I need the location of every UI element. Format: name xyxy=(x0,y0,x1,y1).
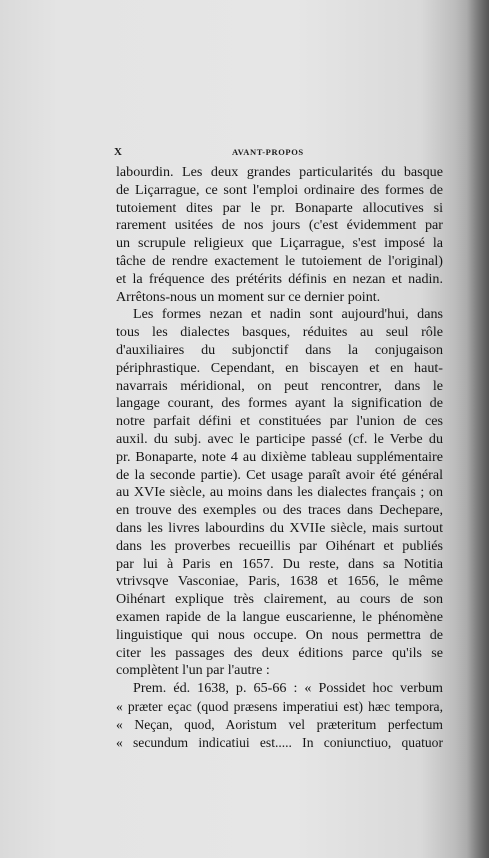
text-line: citer les passages des deux éditions parce qu'ils se xyxy=(116,644,443,661)
text-line: dans les livres labourdins du XVIIe siècle, mais surtout xyxy=(116,519,443,536)
text-line: « secundum indicatiui est..... In coniunctiuo, quatuor xyxy=(116,734,443,750)
text-line: un scrupule religieux que Liçarrague, s'est imposé la xyxy=(116,235,443,252)
text-line: « præter eçac (quod præsens imperatiui est) hæc tempora, xyxy=(116,698,443,714)
text-line: d'auxiliaires du subjonctif dans la conjugaison xyxy=(116,341,443,358)
text-line: auxil. du subj. avec le participe passé (cf. le Verbe du xyxy=(116,430,443,447)
text-line: vtrivsqve Vasconiae, Paris, 1638 et 1656, le même xyxy=(116,573,443,590)
page-gutter-shadow xyxy=(467,0,489,858)
text-line: tutoiement dites par le pr. Bonaparte allocutives si xyxy=(116,199,443,216)
text-line: périphrastique. Cependant, en biscayen et en haut- xyxy=(116,359,443,376)
page-number: X xyxy=(114,146,122,158)
text-line: tous les dialectes basques, réduites au seul rôle xyxy=(116,324,443,341)
text-line: linguistique qui nous occupe. On nous permettra de xyxy=(116,626,443,643)
text-line: de la seconde partie). Cet usage paraît avoir été général xyxy=(116,466,443,483)
text-line: Arrêtons-nous un moment sur ce dernier point. xyxy=(116,288,381,305)
text-line: rarement usitées de nos jours (c'est évidemment par xyxy=(116,217,443,234)
text-line: langage courant, des formes ayant la signification de xyxy=(116,395,443,412)
text-line: navarrais méridional, on peut rencontrer, dans le xyxy=(116,377,443,394)
running-title: AVANT-PROPOS xyxy=(232,147,304,157)
text-line: labourdin. Les deux grandes particularités du basque xyxy=(116,164,443,180)
page-header xyxy=(114,146,444,162)
text-line: en trouve des exemples ou des traces dans Dechepare, xyxy=(116,502,443,519)
text-line: Prem. éd. 1638, p. 65-66 : « Possidet hoc verbum xyxy=(133,680,443,697)
text-line: examen rapide de la langue euscarienne, le phénomène xyxy=(116,608,443,625)
text-line: au XVIe siècle, au moins dans les dialectes français ; on xyxy=(116,484,443,501)
text-line: notre parfait défini et constituées par l'union de ces xyxy=(116,413,443,430)
text-line: et la fréquence des prétérits définis en nezan et nadin. xyxy=(116,270,443,287)
text-line: dans les proverbes recueillis par Oihénart et publiés xyxy=(116,537,443,554)
text-line: par lui à Paris en 1657. Du reste, dans sa Notitia xyxy=(116,555,443,572)
text-line: Les formes nezan et nadin sont aujourd'hui, dans xyxy=(133,306,443,323)
text-line: tâche de rendre exactement le tutoiement de l'original) xyxy=(116,252,443,269)
text-line: complètent l'un par l'autre : xyxy=(116,662,270,679)
text-line: Oihénart explique très clairement, au cours de son xyxy=(116,591,443,608)
body-text xyxy=(116,164,443,751)
text-line: de Liçarrague, ce sont l'emploi ordinaire des formes de xyxy=(116,181,443,198)
text-line: pr. Bonaparte, note 4 au dixième tableau supplémentaire xyxy=(116,448,443,465)
text-line: « Neçan, quod, Aoristum vel præteritum perfectum xyxy=(116,716,443,732)
